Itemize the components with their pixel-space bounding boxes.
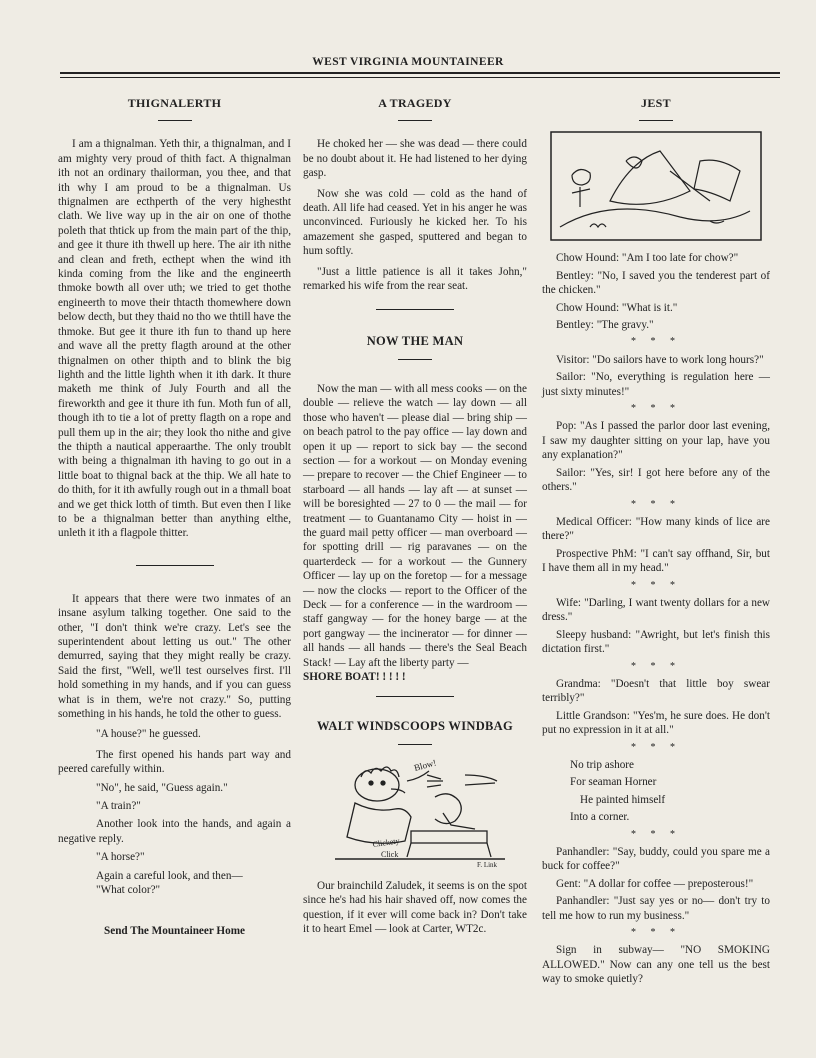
cartoon-figure-head (572, 170, 590, 186)
jest-line: Sailor: "No, everything is regulation here — just sixty minutes!" (542, 371, 770, 398)
jest-cartoon (550, 131, 762, 241)
heading-rule (158, 120, 192, 121)
jest-line: Grandma: "Doesn't that little boy swear terribly?" (542, 677, 770, 705)
poem-line: For seaman Horner (570, 776, 657, 789)
cartoon-head (355, 769, 399, 801)
poem-line: He painted himself (580, 793, 666, 806)
heading-rule (398, 359, 432, 360)
jest-line: Chow Hound: "Am I too late for chow?" (556, 252, 739, 265)
jest-line: Panhandler: "Say, buddy, could you spare me a buck for coffee?" (542, 846, 770, 873)
jest-line: Little Grandson: "Yes'm, he sure does. He don't put no expression in it at all." (542, 709, 770, 737)
asylum-line: The first opened his hands part way and peered carefully within. (58, 748, 291, 776)
tragedy-heading: A TRAGEDY (378, 96, 452, 110)
asylum-line: "No", he said, "Guess again." (96, 781, 228, 794)
jest-line: Gent: "A dollar for coffee — preposterous!" (556, 877, 754, 890)
cartoon-desk (411, 831, 487, 843)
cartoon-clickety-label: Clickety (372, 836, 401, 849)
tragedy-paragraph: He choked her — she was dead — there could be no doubt about it. He had listened to her dying gasp. (303, 138, 527, 180)
column-middle (303, 96, 527, 936)
jest-line: Prospective PhM: "I can't say offhand, Sir, but I have them all in my head." (542, 547, 770, 575)
thignalerth-heading: THIGNALERTH (127, 96, 222, 110)
cartoon-body (347, 803, 411, 843)
jest-line: Medical Officer: "How many kinds of lice are there?" (542, 515, 770, 543)
jest-line: Wife: "Darling, I want twenty dollars for a new dress." (542, 596, 770, 624)
masthead-rule-thin (60, 77, 780, 78)
star-separator: * * * (631, 927, 681, 939)
jest-line: Panhandler: "Just say yes or no— don't try to tell me how to run my business." (542, 895, 770, 922)
tragedy-paragraph: "Just a little patience is all it takes John," remarked his wife from the rear seat. (303, 265, 527, 293)
jest-line: Pop: "As I passed the parlor door last evening, I saw my daughter sitting on your lap, have you any explanation?" (542, 420, 770, 462)
column-right (542, 96, 770, 990)
masthead-rule-thick (60, 72, 780, 74)
star-separator: * * * (631, 336, 681, 348)
star-separator: * * * (631, 498, 681, 510)
poem-line: Into a corner. (570, 811, 630, 824)
star-separator: * * * (631, 403, 681, 415)
asylum-line: "What color?" (96, 884, 161, 897)
star-separator: * * * (631, 660, 681, 672)
jest-line: Sign in subway— "NO SMOKING ALLOWED." Now can any one tell us the best way to smoke quietly? (542, 944, 770, 986)
shore-boat-line: SHORE BOAT! ! ! ! ! (303, 671, 406, 683)
star-separator: * * * (631, 741, 681, 753)
heading-rule (398, 120, 432, 121)
jest-line: Chow Hound: "What is it." (556, 301, 678, 314)
footer-slogan: Send The Mountaineer Home (104, 924, 245, 937)
walt-text: Our brainchild Zaludek, it seems is on the spot since he's had his hair shaved off, now comes the question, if it ever will come back in? Don't take it to heart Emel — look at Carter, WT2c. (303, 879, 527, 936)
column-left (58, 96, 291, 938)
windbag-cartoon (315, 751, 515, 871)
asylum-line: "A horse?" (96, 851, 145, 864)
cartoon-phonograph-horn (435, 794, 461, 824)
now-the-man-text: Now the man — with all mess cooks — on the double — relieve the watch — lay down — all those who haven't — please dial — bring ship — on beach patrol to the pay office — lay down and open it up — report to sick bay — the second section — for a workout — on Monday evening — prepare to recover — the Chief Engineer — to starboard — all hands — lay aft — at sunset — will be boresighted — 27 to 0 — the mail — for treatment — to Guantanamo City — hoist in — the guard mail petty officer — man overboard — for spotting drill — rig paravanes — on the quarterdeck — for a workout — the Gunnery Officer — lay up on the foretop — for a message — now the clocks — report to the Officer of the Deck — for a conference — in the wardroom — staff gangway — for the honey barge — at the port gangway — the incinerator — for dinner — all hands — all hands — there's the Seal Beach Stack! — Lay aft the liberty party — (303, 382, 527, 669)
star-separator: * * * (631, 579, 681, 591)
masthead-title: WEST VIRGINIA MOUNTAINEER (312, 56, 504, 68)
asylum-line: Again a careful look, and then— (96, 869, 243, 882)
cartoon-click-label: Click (381, 849, 399, 859)
cartoon-signature: F. Link (477, 860, 498, 869)
asylum-story: It appears that there were two inmates of an insane asylum talking together. One said to the other, "I don't think we're crazy. Let's see the superintendent about letting us out." The other demurred, saying that they might really be crazy. Said the first, "Well, we'll test ourselves first. I'll hold something in my hands, and if you can guess what is in them, we're not crazy." So, putting something in his hands, he told the other to guess. (58, 592, 291, 721)
asylum-line: "A house?" he guessed. (96, 728, 201, 741)
jest-line: Bentley: "The gravy." (556, 319, 654, 332)
section-divider (376, 696, 454, 697)
star-separator: * * * (631, 828, 681, 840)
jest-line: Visitor: "Do sailors have to work long hours?" (556, 353, 764, 366)
jest-heading: JEST (641, 96, 671, 110)
jest-line: Bentley: "No, I saved you the tenderest part of the chicken." (542, 269, 770, 297)
heading-rule (639, 120, 673, 121)
asylum-line: Another look into the hands, and again a negative reply. (58, 818, 291, 845)
poem-line: No trip ashore (570, 759, 635, 771)
thignalerth-story: I am a thignalman. Yeth thir, a thignalman, and I am mighty very proud of thith fact. A thignalman ith not an ordinary thailorman, you thee, and that ith why I am proud to be a thignalman. Us thignalmen are ecthperth of the very highestht clath. We live way up in the air on one of thothe poleth that thtick up from the main part of the thip, and gee it thure ith thwell up here. The air ith nithe and clean and freth, ecthept when the wind ith kinda coming from the like and the engineerth thmoke bowth all over uth; we tried to get thothe engineerth to move their thtacth thomewhere down below decth, but they thaid no tho we thtill have the thmoke. But gee it thure ith fun to thand up here and wave all the pretty flagth around at the other thignalmen on other thipth and to blink the big lighth and the little lighth when it ith dark. It thure maketh me think of July Fourth and all the fireworkth and gee it thure ith fun. Moth fun of all, though ith to tie a lot of pretty flagth on a rope and pull them up in the air; they look tho nithe and give the thipth a nautical apperaarthe. The only troublt with being a thignalman ith having to go out in a little boat to thignal back at the thip. We all hate to do thith, for it ith awfully rough out in a thmall boat and we get thick lotth of timth. But even then I like to be a thignalman better than anything elthe, unleth it ith a flagpole thitter. (58, 138, 291, 540)
section-divider (136, 565, 214, 566)
cartoon-boat-hull (560, 209, 750, 227)
jest-line: Sailor: "Yes, sir! I got here before any of the others." (542, 466, 770, 494)
now-the-man-heading: NOW THE MAN (366, 334, 464, 349)
tragedy-paragraph: Now she was cold — cold as the hand of death. All life had ceased. Yet in his anger he was unconvinced. Furiously he kicked her. To his amazement she gasped, sputtered and began to hum softly. (303, 187, 527, 258)
asylum-line: "A train?" (96, 800, 141, 813)
heading-rule (398, 744, 432, 745)
section-divider (376, 309, 454, 310)
jest-line: Sleepy husband: "Awright, but let's finish this dictation first." (542, 628, 770, 656)
cartoon-blow-label: Blow! (412, 757, 438, 773)
walt-heading: WALT WINDSCOOPS WINDBAG (316, 719, 514, 734)
